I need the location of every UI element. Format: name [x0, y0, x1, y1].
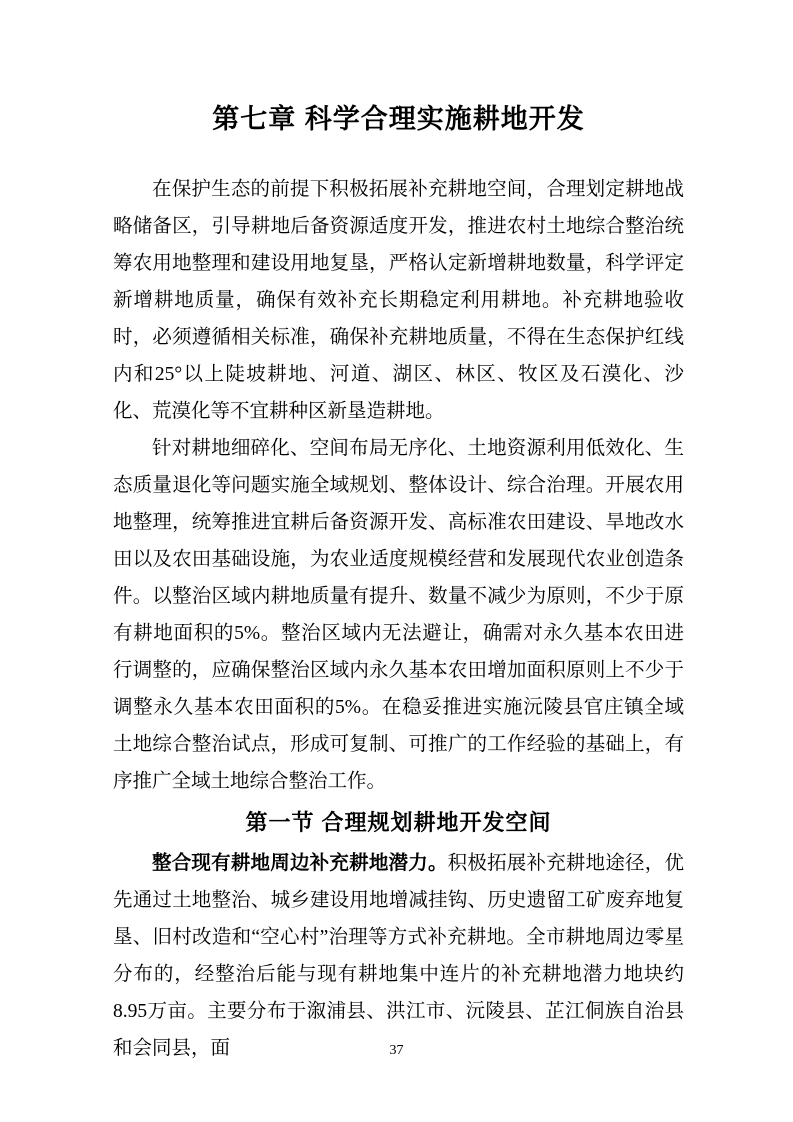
section-paragraph	[113, 845, 684, 1067]
page-number: 37	[389, 1043, 404, 1058]
paragraph-2: 针对耕地细碎化、空间布局无序化、土地资源利用低效化、生态质量退化等问题实施全域规划、整体设计、综合治理。开展农用地整理，统筹推进宜耕后备资源开发、高标准农田建设、旱地改水田以及农田基础设施，为农业适度规模经营和发展现代农业创造条件。以整治区域内耕地质量有提升、数量不减少为原则，不少于原有耕地面积的5%。整治区域内无法避让，确需对永久基本农田进行调整的，应确保整治区域内永久基本农田增加面积原则上不少于调整永久基本农田面积的5%。在稳妥推进实施沅陵县官庄镇全域土地综合整治试点，形成可复制、可推广的工作经验的基础上，有序推广全域土地综合整治工作。	[113, 438, 684, 792]
section-paragraph-lead: 整合现有耕地周边补充耕地潜力。	[152, 852, 448, 874]
section-title: 第一节 合理规划耕地开发空间	[245, 810, 552, 835]
paragraph-1: 在保护生态的前提下积极拓展补充耕地空间，合理划定耕地战略储备区，引导耕地后备资源适度开发，推进农村土地综合整治统筹农用地整理和建设用地复垦，严格认定新增耕地数量，科学评定新增耕地质量，确保有效补充长期稳定利用耕地。补充耕地验收时，必须遵循相关标准，确保补充耕地质量，不得在生态保护红线内和25°以上陡坡耕地、河道、湖区、林区、牧区及石漠化、沙化、荒漠化等不宜耕种区新垦造耕地。	[113, 179, 684, 422]
chapter-title: 第七章 科学合理实施耕地开发	[212, 104, 585, 134]
section-paragraph-text: 积极拓展补充耕地途径，优先通过土地整治、城乡建设用地增减挂钩、历史遗留工矿废弃地复垦、旧村改造和“空心村”治理等方式补充耕地。全市耕地周边零星分布的，经整治后能与现有耕地集中连片的补充耕地潜力地块约8.95万亩。主要分布于溆浦县、洪江市、沅陵县、芷江侗族自治县和会同县，面	[113, 853, 684, 1059]
